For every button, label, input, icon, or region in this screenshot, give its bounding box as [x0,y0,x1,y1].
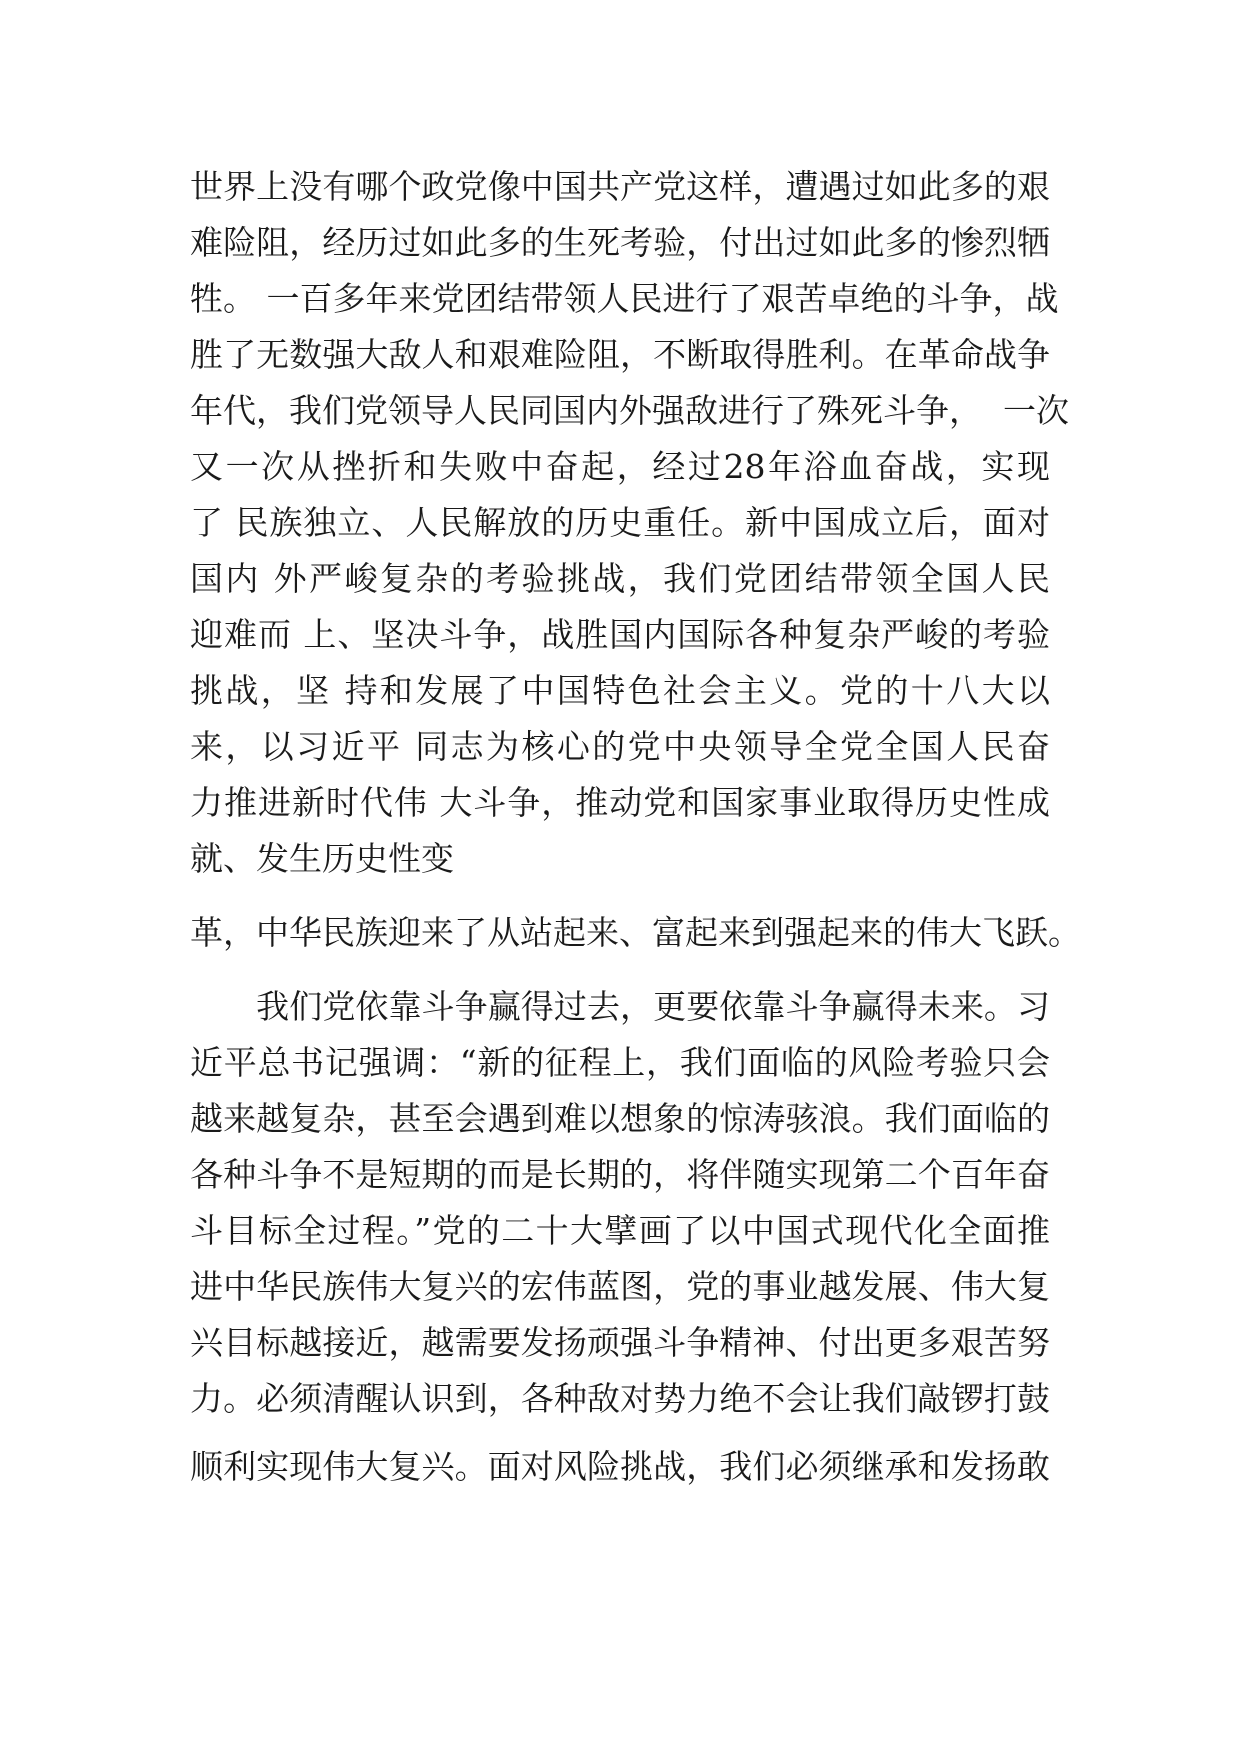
text-line: 就、发生历史性变 [190,839,454,878]
text-line: 国内 外严峻复杂的考验挑战，我们党团结带领全国人民 [190,559,1050,598]
text-line: 了 民族独立、人民解放的历史重任。新中国成立后，面对 [190,503,1050,542]
text-line: 迎难而 上、坚决斗争，战胜国内国际各种复杂严峻的考验 [190,615,1050,654]
text-line: 各种斗争不是短期的而是长期的，将伴随实现第二个百年奋 [190,1155,1050,1194]
text-line: 进中华民族伟大复兴的宏伟蓝图，党的事业越发展、伟大复 [190,1267,1050,1306]
text-line: 挑战，坚 持和发展了中国特色社会主义。党的十八大以 [190,671,1050,710]
text-line: 来，以习近平 同志为核心的党中央领导全党全国人民奋 [190,727,1050,766]
text-line: 又一次从挫折和失败中奋起，经过28年浴血奋战，实现 [190,447,1050,486]
text-line: 世界上没有哪个政党像中国共产党这样，遭遇过如此多的艰 [190,167,1050,206]
text-line: 兴目标越接近，越需要发扬顽强斗争精神、付出更多艰苦努 [190,1323,1050,1362]
text-line: 牲。 一百多年来党团结带领人民进行了艰苦卓绝的斗争，战 [190,279,1059,318]
text-line: 越来越复杂，甚至会遇到难以想象的惊涛骇浪。我们面临的 [190,1099,1050,1138]
text-line: 力推进新时代伟 大斗争，推动党和国家事业取得历史性成 [190,783,1050,822]
text-line: 革，中华民族迎来了从站起来、富起来到强起来的伟大飞跃。 [190,913,1081,952]
text-line: 年代，我们党领导人民同国内外强敌进行了殊死斗争， 一次 [190,391,1069,430]
text-line: 顺利实现伟大复兴。面对风险挑战，我们必须继承和发扬敢 [190,1447,1050,1486]
text-line: 难险阻，经历过如此多的生死考验，付出过如此多的惨烈牺 [190,223,1050,262]
text-line: 力。必须清醒认识到，各种敌对势力绝不会让我们敲锣打鼓 [190,1379,1050,1418]
text-line: 胜了无数强大敌人和艰难险阻，不断取得胜利。在革命战争 [190,335,1050,374]
text-line: 近平总书记强调：“新的征程上，我们面临的风险考验只会 [190,1043,1050,1082]
text-line: 斗目标全过程。”党的二十大擘画了以中国式现代化全面推 [190,1211,1050,1250]
paragraph-first-line: 我们党依靠斗争赢得过去，更要依靠斗争赢得未来。习 [190,987,1050,1026]
